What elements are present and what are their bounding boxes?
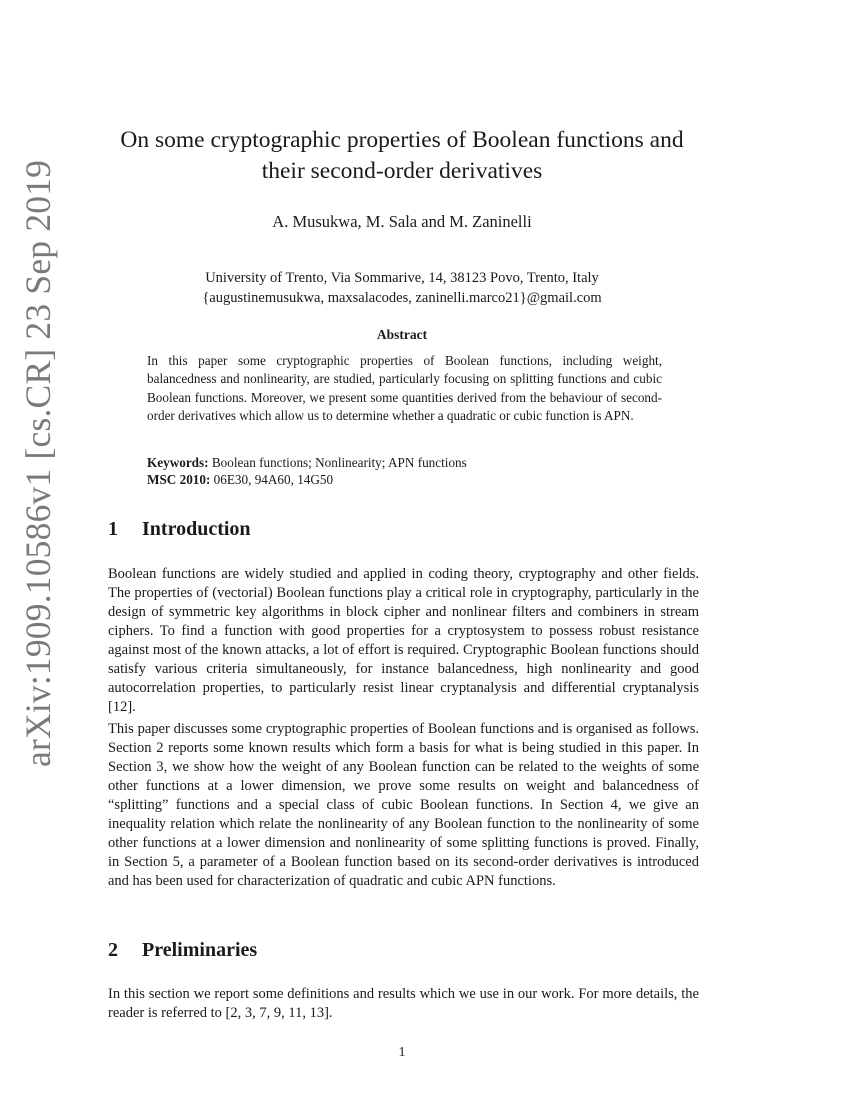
keywords-line <box>147 454 662 471</box>
section-title: Introduction <box>142 518 251 540</box>
paper-title-line: On some cryptographic properties of Boolean functions and <box>120 127 684 153</box>
page-number: 1 <box>398 1045 406 1060</box>
abstract-heading: Abstract <box>376 327 428 342</box>
author-emails: {augustinemusukwa, maxsalacodes, zaninelli.marco21}@gmail.com <box>202 290 602 306</box>
intro-paragraph: Boolean functions are widely studied and applied in coding theory, cryptography and other fields. The properties of (vectorial) Boolean functions play a critical role in cryptography, particularly in the design of symmetric key algorithms in block cipher and nonlinear filters and combiners in stream ciphers. To find a function with good properties for a cryptosystem to possess robust resistance against most of the known attacks, a lot of effort is required. Cryptographic Boolean functions should satisfy various criteria simultaneously, for instance balancedness, high nonlinearity and good autocorrelation properties, to particularly resist linear cryptanalysis and differential cryptanalysis [12]. <box>108 566 699 715</box>
keywords-block <box>147 454 662 488</box>
author-affiliation-block <box>100 268 704 308</box>
affiliation-address: University of Trento, Via Sommarive, 14, 38123 Povo, Trento, Italy <box>205 270 599 286</box>
section-title: Preliminaries <box>142 939 258 961</box>
msc-value: 06E30, 94A60, 14G50 <box>213 472 334 487</box>
msc-line <box>147 471 662 488</box>
arxiv-identifier-stamp: arXiv:1909.10586v1 [cs.CR] 23 Sep 2019 <box>18 159 58 767</box>
paper-title <box>100 125 704 187</box>
section-number: 2 <box>108 939 118 961</box>
section-heading-introduction <box>108 518 251 541</box>
keywords-value: Boolean functions; Nonlinearity; APN functions <box>211 455 467 470</box>
paper-title-line: their second-order derivatives <box>261 158 543 184</box>
keywords-label: Keywords: <box>147 455 209 470</box>
abstract-text: In this paper some cryptographic properties of Boolean functions, including weight, balancedness and nonlinearity, are studied, particularly focusing on splitting functions and cubic Boolean functions. Moreover, we present some quantities derived from the behaviour of second-order derivatives which allow us to determine whether a quadratic or cubic function is APN. <box>147 353 662 423</box>
preliminaries-paragraph: In this section we report some definitions and results which we use in our work. For more details, the reader is referred to [2, 3, 7, 9, 11, 13]. <box>108 986 699 1021</box>
paper-authors: A. Musukwa, M. Sala and M. Zaninelli <box>272 212 532 231</box>
msc-label: MSC 2010: <box>147 472 211 487</box>
section-number: 1 <box>108 518 118 540</box>
section-heading-preliminaries <box>108 939 257 962</box>
intro-paragraph: This paper discusses some cryptographic properties of Boolean functions and is organised as follows. Section 2 reports some known results which form a basis for what is being studied in this paper. In Section 3, we show how the weight of any Boolean function can be related to the weights of some other functions at a lower dimension, we prove some results on weight and balancedness of “splitting” functions and a special class of cubic Boolean functions. In Section 4, we give an inequality relation which relate the nonlinearity of any Boolean function to the nonlinearity of some other functions at a lower dimension and nonlinearity of some splitting functions is proved. Finally, in Section 5, a parameter of a Boolean function based on its second-order derivatives is introduced and has been used for characterization of quadratic and cubic APN functions. <box>108 721 699 889</box>
